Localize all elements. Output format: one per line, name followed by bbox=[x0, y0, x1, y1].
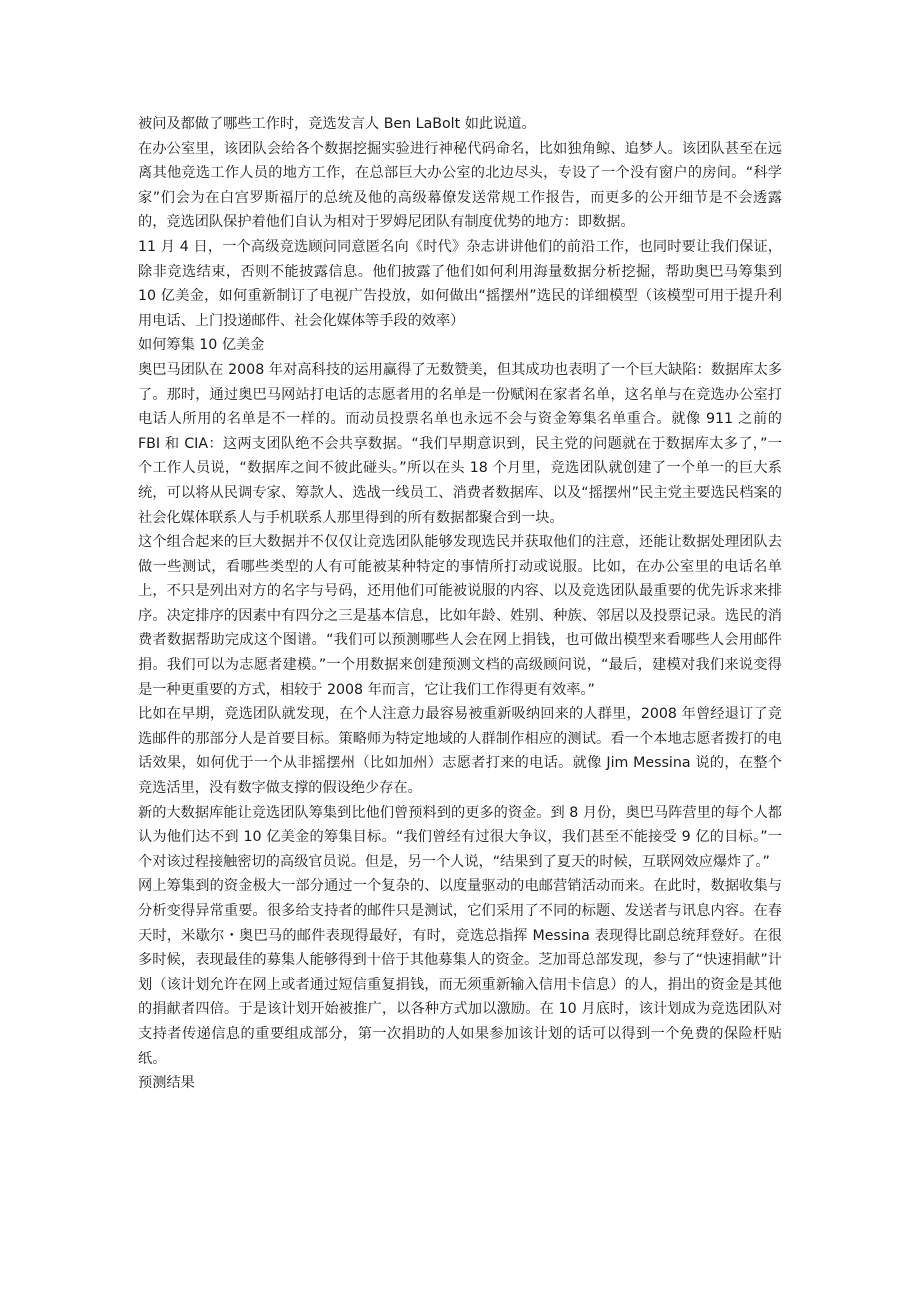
document-body bbox=[138, 112, 782, 1096]
paragraph-2: 在办公室里，该团队会给各个数据挖掘实验进行神秘代码命名，比如独角鲸、追梦人。该团队甚至在远离其他竞选工作人员的地方工作，在总部巨大办公室的北边尽头，专设了一个没有窗户的房间。“科学家”们会为在白宫罗斯福厅的总统及他的高级幕僚发送常规工作报告，而更多的公开细节是不会透露的，竞选团队保护着他们自认为相对于罗姆尼团队有制度优势的地方：即数据。 bbox=[138, 140, 782, 231]
paragraph-6: 比如在早期，竞选团队就发现，在个人注意力最容易被重新吸纳回来的人群里，2008 年曾经退订了竞选邮件的那部分人是首要目标。策略师为特定地域的人群制作相应的测试。看一个本地志愿者拨打的电话效果，如何优于一个从非摇摆州（比如加州）志愿者打来的电话。就像 Jim Messina 说的，在整个竞选活里，没有数字做支撑的假设绝少存在。 bbox=[138, 706, 782, 797]
section-heading-prediction: 预测结果 bbox=[138, 1075, 195, 1092]
paragraph-3: 11 月 4 日，一个高级竞选顾问同意匿名向《时代》杂志讲讲他们的前沿工作，也同时要让我们保证，除非竞选结束，否则不能披露信息。他们披露了他们如何利用海量数据分析挖掘，帮助奥巴马筹集到 10 亿美金，如何重新制订了电视广告投放，如何做出“摇摆州”选民的详细模型（该模型可用于提升利用电话、上门投递邮件、社会化媒体等手段的效率） bbox=[138, 238, 782, 329]
paragraph-8: 网上筹集到的资金极大一部分通过一个复杂的、以度量驱动的电邮营销活动而来。在此时，数据收集与分析变得异常重要。很多给支持者的邮件只是测试，它们采用了不同的标题、发送者与讯息内容。在春天时，米歇尔・奥巴马的邮件表现得最好，有时，竞选总指挥 Messina 表现得比副总统拜登好。在很多时候，表现最佳的募集人能够得到十倍于其他募集人的资金。芝加哥总部发现，参与了“快速捐献”计划（该计划允许在网上或者通过短信重复捐钱，而无须重新输入信用卡信息）的人，捐出的资金是其他的捐献者四倍。于是该计划开始被推广，以各种方式加以激励。在 10 月底时，该计划成为竞选团队对支持者传递信息的重要组成部分，第一次捐助的人如果参加该计划的话可以得到一个免费的保险杆贴纸。 bbox=[138, 878, 782, 1067]
paragraph-1: 被问及都做了哪些工作时，竞选发言人 Ben LaBolt 如此说道。 bbox=[138, 116, 536, 132]
paragraph-7: 新的大数据库能让竞选团队筹集到比他们曾预料到的更多的资金。到 8 月份，奥巴马阵营里的每个人都认为他们达不到 10 亿美金的筹集目标。“我们曾经有过很大争议，我们甚至不能接受 9 亿的目标。”一个对该过程接触密切的高级官员说。但是，另一个人说，“结果到了夏天的时候，互联网效应爆炸了。” bbox=[138, 804, 782, 870]
paragraph-5: 这个组合起来的巨大数据并不仅仅让竞选团队能够发现选民并获取他们的注意，还能让数据处理团队去做一些测试，看哪些类型的人有可能被某种特定的事情所打动或说服。比如，在办公室里的电话名单上，不只是列出对方的名字与号码，还用他们可能被说服的内容、以及竞选团队最重要的优先诉求来排序。决定排序的因素中有四分之三是基本信息，比如年龄、姓别、种族、邻居以及投票记录。选民的消费者数据帮助完成这个图谱。“我们可以预测哪些人会在网上捐钱，也可做出模型来看哪些人会用邮件捐。我们可以为志愿者建模。”一个用数据来创建预测文档的高级顾问说，“最后，建模对我们来说变得是一种更重要的方式，相较于 2008 年而言，它让我们工作得更有效率。” bbox=[138, 534, 782, 698]
paragraph-4: 奥巴马团队在 2008 年对高科技的运用赢得了无数赞美，但其成功也表明了一个巨大缺陷：数据库太多了。那时，通过奥巴马网站打电话的志愿者用的名单是一份赋闲在家者名单，这名单与在竞选办公室打电话人所用的名单是不一样的。而动员投票名单也永远不会与资金筹集名单重合。就像 911 之前的 FBI 和 CIA：这两支团队绝不会共享数据。“我们早期意识到，民主党的问题就在于数据库太多了，”一个工作人员说，“数据库之间不彼此碰头。”所以在头 18 个月里，竞选团队就创建了一个单一的巨大系统，可以将从民调专家、筹款人、选战一线员工、消费者数据库、以及“摇摆州”民主党主要选民档案的社会化媒体联系人与手机联系人那里得到的所有数据都聚合到一块。 bbox=[138, 361, 782, 526]
section-heading-fundraising: 如何筹集 10 亿美金 bbox=[138, 337, 265, 354]
